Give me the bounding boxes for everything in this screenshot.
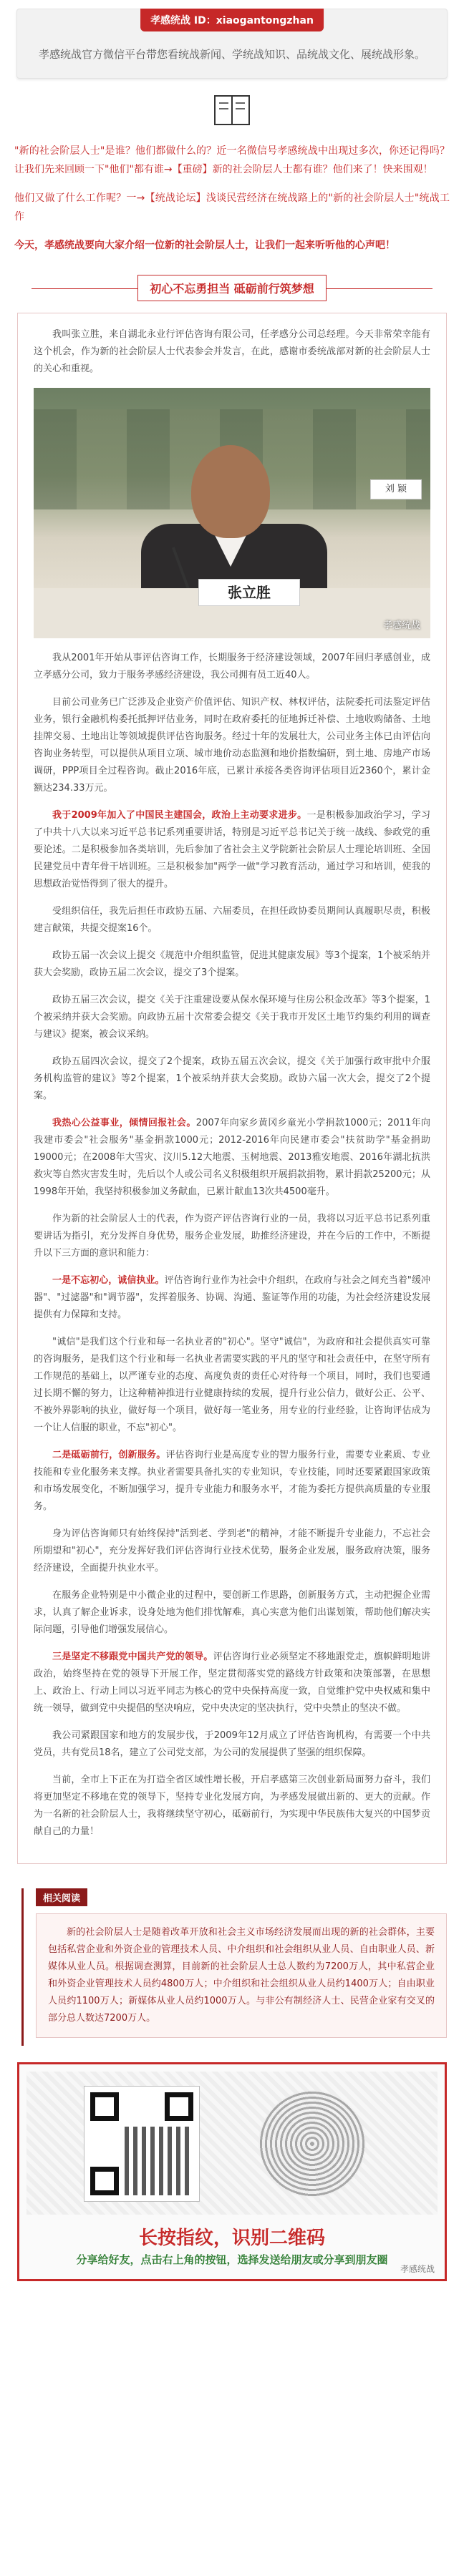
photo-nameplate-2: 刘 颖 [370, 479, 422, 499]
article-paragraph-10: 我公司紧跟国家和地方的发展步伐，于2009年12月成立了评估咨询机构，有需要一个中共党员，共有党员18名，建立了公司党支部，为公司的发展提供了坚强的组织保障。 [34, 1730, 430, 1758]
article-paragraph-4: 受组织信任，我先后担任市政协五届、六届委员，在担任政协委员期间认真履职尽责，积极建言献策，共提交提案16个。 [34, 906, 430, 934]
highlight-text: 我于2009年加入了中国民主建国会，政治上主动要求进步。 [52, 810, 307, 821]
qr-main-text: 长按指纹，识别二维码 [138, 2228, 325, 2249]
point-1-title: 一是不忘初心，诚信执业。 [52, 1275, 165, 1286]
qr-corner [165, 2092, 193, 2121]
qr-sub-text: 分享给好友，点击右上角的按钮，选择发送给朋友或分享到朋友圈 [76, 2253, 388, 2266]
section-title [32, 275, 432, 301]
point-1-body: 评估咨询行业作为社会中介组织，在政府与社会之间充当着"缓冲器"、"过滤器"和"调节器"，发挥着服务、协调、沟通、鉴证等作用的功能，为社会经济建设发展提供有力保障和支持。 [34, 1275, 430, 1320]
qr-corner [90, 2167, 119, 2195]
article-paragraph-2: 目前公司业务已广泛涉及企业资产价值评估、知识产权、林权评估，法院委托司法鉴定评估业务，银行金融机构委托抵押评估业务，同时在政府委托的征地拆迁补偿、土地收购储备、土地挂牌交易、土地出让等领域提供评估咨询服务。经过十年的发展壮大，公司业务主体已由评估向咨询业务转型，可以提供从项目立项、城市地价动态监测和地价指数编研，到土地、房地产市场调研，PPP项目全过程咨询。截止2016年底，已累计承接各类咨询评估项目近2360个，累计金额达234.33万元。 [34, 697, 430, 794]
related-box [36, 1913, 447, 2038]
intro-block [14, 142, 450, 255]
point-2-detail-2: 在服务企业特别是中小微企业的过程中，要创新工作思路，创新服务方式，主动把握企业需求，认真了解企业诉求，设身处地为他们排忧解难，真心实意为他们出谋划策，帮助他们解决实际问题，引导他们增强发展信心。 [34, 1590, 430, 1635]
intro-paragraph-2[interactable]: 他们又做了什么工作呢？一→【统战论坛】浅谈民营经济在统战路上的"新的社会阶层人士"统战工作 [14, 192, 450, 223]
photo-watermark: 孝感统战 [382, 620, 420, 631]
point-2 [34, 1447, 430, 1516]
fingerprint-icon[interactable] [258, 2090, 366, 2197]
section-title-text: 初心不忘勇担当 砥砺前行筑梦想 [137, 275, 327, 301]
article-paragraph-5: 政协五届一次会议上提交《规范中介组织监管，促进其健康发展》等3个提案，1个被采纳并获大会奖励，政协五届二次会议，提交了3个提案。 [34, 950, 430, 978]
qr-code-icon[interactable] [84, 2086, 200, 2202]
article-paragraph-7: 政协五届四次会议，提交了2个提案，政协五届五次会议，提交《关于加强行政审批中介服务机构监管的建议》等2个提案，1个被采纳并获大会奖励。政协六届一次大会，提交了2个提案。 [34, 1056, 430, 1101]
article-paragraph-8-body: 2007年向家乡黄冈乡童光小学捐款1000元；2011年向我建市委会"社会服务"基金捐款1000元；2012-2016年向民建市委会"扶贫助学"基金捐助19000元；在2008年大雪灾、汶川5.12大地震、玉树地震、2013雅安地震、2016年湖北抗洪救灾等自然灾害发生时，先后以个人或公司名义积极组织开展捐款捐物，累计捐款25200元；从1998年开始，我坚持积极参加义务献血，已累计献血13次共4500毫升。 [34, 1118, 430, 1197]
qr-modules [125, 2127, 193, 2195]
account-id-badge[interactable]: 孝感统战 ID：xiaogantongzhan [140, 9, 324, 31]
qr-corner [90, 2092, 119, 2121]
speaker-photo[interactable] [34, 388, 430, 638]
article-paragraph-11: 当前，全市上下正在为打造全省区域性增长极，开启孝感第三次创业新局面努力奋斗，我们将更加坚定不移地在党的领导下，坚持专业化发展方向，为孝感发展做出新的、更大的贡献。作为一名新的社会阶层人士，我将继续坚守初心，砥砺前行，为实现中华民族伟大复兴的中国梦贡献自己的力量！ [34, 1775, 430, 1837]
account-header [16, 9, 448, 79]
point-1 [34, 1272, 430, 1324]
related-text: 新的社会阶层人士是随着改革开放和社会主义市场经济发展而出现的新的社会群体，主要包括私营企业和外资企业的管理技术人员、中介组织和社会组织从业人员、自由职业人员、新媒体从业人员。根据调查测算，目前新的社会阶层人士总人数约为7200万人，其中私营企业和外资企业管理技术人员约4800万人；中介组织和社会组织从业人员约1400万人；自由职业人员约1100万人；新媒体从业人员约1000万人。与非公有制经济人士、民营企业家有交叉的部分总人数达7200万人。 [48, 1927, 435, 2024]
point-3-body: 评估咨询行业必须坚定不移地跟党走，旗帜鲜明地讲政治，始终坚持在党的领导下开展工作，坚定贯彻落实党的路线方针政策和决策部署，在思想上、政治上、行动上同以习近平同志为核心的党中央保持高度一致，自觉维护党中央权威和集中统一领导，做到党中央提倡的坚决响应，党中央决定的坚决执行，党中央禁止的坚决不做。 [34, 1652, 430, 1714]
point-2-title: 二是砥砺前行，创新服务。 [52, 1450, 166, 1460]
qr-footer [17, 2062, 447, 2281]
article-paragraph-9: 作为新的社会阶层人士的代表，作为资产评估咨询行业的一员，我将以习近平总书记系列重要讲话为指引，充分发挥自身优势，服务企业发展，助推经济建设，并在今后的工作中，不断提升以下三方面的意识和能力： [34, 1214, 430, 1259]
intro-paragraph-1[interactable]: "新的社会阶层人士"是谁？他们都做什么的？近一名微信号孝感统战中出现过多次，你还记得吗？让我们先来回顾一下"他们"都有谁→【重磅】新的社会阶层人士都有谁？他们来了！快来围观！ [14, 145, 450, 175]
related-tag: 相关阅读 [36, 1888, 87, 1906]
related-decor-line [21, 1888, 24, 2046]
intro-paragraph-3: 今天，孝感统战要向大家介绍一位新的社会阶层人士，让我们一起来听听他的心声吧！ [14, 240, 395, 251]
point-1-detail: "诚信"是我们这个行业和每一名执业者的"初心"。坚守"诚信"，为政府和社会提供真实可靠的咨询服务，是我们这个行业和每一名执业者需要实践的平凡的坚守和社会责任中，在坚守所有工作规范的基础上，以严谨专业的态度、高度负责的责任心对待每一个项目，同时，我们也要通过长期不懈的努力，让这种精神推进行业健康持续的发展，提升行业公信力，做好公正、公平、不被外界影响的执业，做好每一个项目，做好每一笔业务，用专业的行业经验，让咨询评估成为一个让人信服的职业，不忘"初心"。 [34, 1337, 430, 1433]
photo-nameplate: 张立胜 [198, 579, 300, 606]
point-2-detail: 身为评估咨询师只有始终保持"活到老、学到老"的精神，才能不断提升专业能力，不忘社会所期望和"初心"，充分发挥好我们评估咨询行业技术优势，服务企业发展，服务政府决策，服务经济建设，全面提升执业水平。 [34, 1528, 430, 1574]
highlight-text: 我热心公益事业，倾情回报社会。 [52, 1118, 196, 1128]
article-paragraph-1: 我从2001年开始从事评估咨询工作，长期服务于经济建设领域，2007年回归孝感创业，成立孝感分公司，致力于服务孝感经济建设，我公司拥有员工近40人。 [34, 653, 430, 680]
photo-speaker-head [191, 445, 270, 538]
related-reading [17, 1888, 447, 2038]
qr-background [26, 2072, 438, 2215]
article-paragraph-3-body: 一是积极参加政治学习，学习了中共十八大以来习近平总书记系列重要讲话，特别是习近平总书记关于统一战线、参政党的重要论述。二是积极参加各类培训，先后参加了省社会主义学院新社会阶层人士理论培训班、全国民建党员中青年骨干培训班。三是积极参加"两学一做"学习教育活动，通过学习和培训，使我的思想政治觉悟得到了很大的提升。 [34, 810, 430, 889]
point-3 [34, 1649, 430, 1717]
qr-brand: 孝感统战 [400, 2264, 435, 2274]
point-2-body: 评估咨询行业是高度专业的智力服务行业，需要专业素质、专业技能和专业化服务来支撑。执业者需要具备扎实的专业知识，专业技能，同时还要紧跟国家政策和市场发展变化，不断加强学习，提升专业能力和服务水平，才能为委托方提供高质量的专业服务。 [34, 1450, 430, 1512]
article-card [17, 313, 447, 1864]
article-intro: 我叫张立胜，来自湖北永业行评估咨询有限公司，任孝感分公司总经理。今天非常荣幸能有这个机会，作为新的社会阶层人士代表参会并发言，在此，感谢市委统战部对新的社会阶层人士的关心和重视。 [34, 329, 430, 374]
article-paragraph-3 [34, 807, 430, 893]
account-subtitle: 孝感统战官方微信平台带您看统战新闻、学统战知识、品统战文化、展统战形象。 [38, 48, 425, 61]
point-3-title: 三是坚定不移跟党中国共产党的领导。 [52, 1652, 213, 1662]
article-paragraph-8 [34, 1115, 430, 1201]
open-book-icon [212, 92, 252, 129]
article-paragraph-6: 政协五届三次会议，提交《关于注重建设要从保水保环境与住房公积金改革》等3个提案，1个被采纳并获大会奖励。向政协五届十次常委会提交《关于我市开发区土地节约集约利用的调查与建议》提案，被会议采纳。 [34, 995, 430, 1040]
